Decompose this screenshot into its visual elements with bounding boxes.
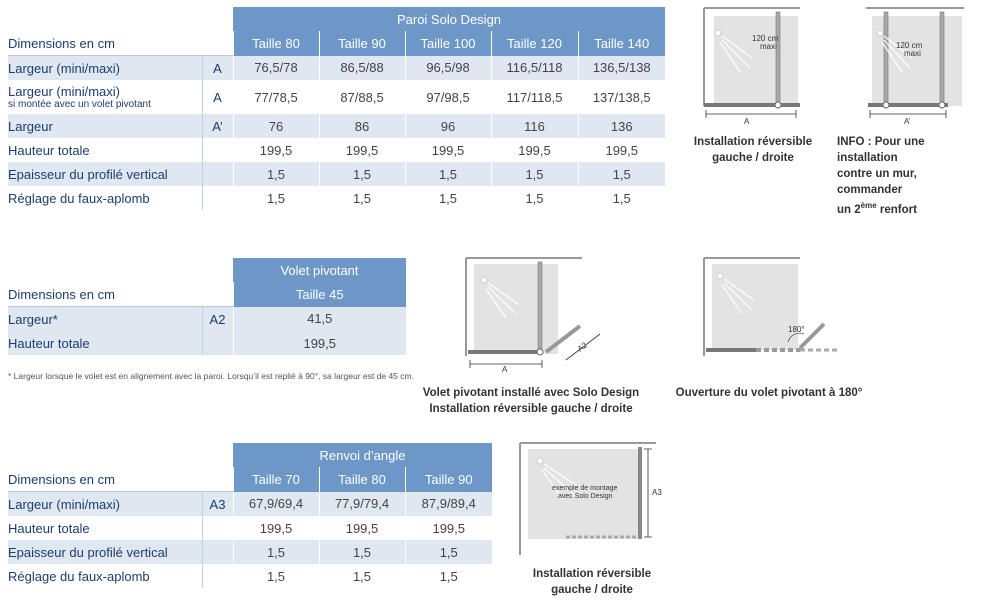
- cell-value: 1,5: [578, 162, 665, 186]
- diag3-dim-a: A: [502, 365, 508, 374]
- cell-value: 1,5: [233, 564, 319, 588]
- cell-value: 116,5/118: [491, 56, 578, 81]
- row-code: [202, 516, 233, 540]
- size-header: Taille 80: [319, 467, 405, 492]
- cell-value: 199,5: [405, 516, 492, 540]
- cell-value: 137/138,5: [578, 80, 665, 114]
- caption-line: Installation réversible: [532, 568, 652, 580]
- table3-banner: Renvoi d’angle: [233, 443, 492, 467]
- caption-superscript: ème: [860, 201, 877, 210]
- footnote: * Largeur lorsque le volet est en alignement avec la paroi. Lorsqu’il est replié à 90°, sa largeur est de 45 cm.: [8, 371, 414, 381]
- row-label-sub: si montée avec un volet pivotant: [8, 98, 151, 110]
- table-row: [8, 56, 665, 81]
- cell-value: 77,9/79,4: [319, 492, 405, 517]
- size-header: Taille 100: [405, 31, 491, 56]
- cell-value: 1,5: [405, 540, 492, 564]
- cell-value: 1,5: [578, 186, 665, 210]
- caption-text: renfort: [876, 203, 917, 216]
- cell-value: 199,5: [233, 138, 319, 162]
- row-label: Largeur*: [8, 307, 202, 332]
- shower-diagram: [700, 6, 810, 126]
- cell-value: 199,5: [233, 516, 319, 540]
- row-label-main: Largeur (mini/maxi): [8, 83, 120, 99]
- size-header: Taille 140: [578, 31, 665, 56]
- paroi-solo-design-table: [8, 7, 665, 210]
- diag1-label-top: 120 cm: [752, 34, 779, 43]
- table2-dimensions-label: Dimensions en cm: [8, 282, 233, 307]
- caption-line: Installation réversible gauche / droite: [429, 403, 633, 415]
- caption-installation-reversible: [690, 134, 816, 166]
- row-label: Largeur: [8, 114, 202, 138]
- cell-value: 1,5: [233, 162, 319, 186]
- row-code: A2: [202, 307, 233, 332]
- diagram-renvoi-angle: [516, 441, 672, 559]
- row-label: Epaisseur du profilé vertical: [8, 162, 202, 186]
- cell-value: 199,5: [233, 331, 406, 355]
- caption-renvoi-angle: [520, 566, 664, 598]
- table1-banner: Paroi Solo Design: [233, 7, 665, 31]
- table-row: [8, 564, 492, 588]
- cell-value: 199,5: [578, 138, 665, 162]
- caption-line: INFO : Pour une installation: [837, 136, 925, 164]
- size-header: Taille 80: [233, 31, 319, 56]
- row-code: [202, 162, 233, 186]
- row-label: Largeur (mini/maxi): [8, 56, 202, 81]
- cell-value: 67,9/69,4: [233, 492, 319, 517]
- size-header: Taille 120: [491, 31, 578, 56]
- caption-line: [837, 198, 985, 218]
- size-header: Taille 90: [319, 31, 405, 56]
- row-label: Réglage du faux-aplomb: [8, 568, 150, 584]
- diag1-label-bot: maxi: [760, 42, 777, 51]
- cell-value: 1,5: [405, 162, 491, 186]
- row-label: Hauteur totale: [8, 331, 202, 355]
- table-row: [8, 162, 665, 186]
- cell-value: 1,5: [233, 540, 319, 564]
- row-label: Réglage du faux-aplomb: [8, 190, 150, 206]
- table2-banner: Volet pivotant: [233, 258, 406, 282]
- shower-diagram: [516, 441, 672, 559]
- table-row: [8, 114, 665, 138]
- cell-value: 199,5: [319, 516, 405, 540]
- diag5-note-1: exemple de montage: [552, 485, 618, 492]
- diagram-info-renfort: [860, 6, 970, 126]
- diag5-dim: A3: [652, 488, 662, 497]
- shower-diagram: [700, 256, 840, 366]
- row-code: A: [202, 56, 233, 81]
- row-label: Hauteur totale: [8, 142, 90, 158]
- row-label: [8, 80, 202, 114]
- table-row: [8, 492, 492, 517]
- row-code: A3: [202, 492, 233, 517]
- table-row: [8, 138, 665, 162]
- row-label: Epaisseur du profilé vertical: [8, 540, 202, 564]
- table-row: [8, 516, 492, 540]
- table-row: [8, 80, 665, 114]
- size-header: Taille 70: [233, 467, 319, 492]
- cell-value: 87/88,5: [319, 80, 405, 114]
- cell-value: 199,5: [491, 138, 578, 162]
- row-code: [202, 540, 233, 564]
- shower-diagram: [462, 256, 612, 376]
- cell-value: 76: [233, 114, 319, 138]
- size-header: Taille 90: [405, 467, 492, 492]
- diag4-angle: 180°: [788, 325, 805, 334]
- table1-dimensions-label: Dimensions en cm: [8, 31, 233, 56]
- row-code: A’: [202, 114, 233, 138]
- diagram-volet-pivotant: [462, 256, 612, 376]
- table3-dimensions-label: Dimensions en cm: [8, 467, 233, 492]
- size-header: Taille 45: [233, 282, 406, 307]
- row-label: Largeur (mini/maxi): [8, 492, 202, 517]
- caption-volet-pivotant: [420, 385, 642, 417]
- cell-value: 97/98,5: [405, 80, 491, 114]
- diag5-note-2: avec Solo Design: [558, 493, 613, 500]
- row-code: A: [202, 80, 233, 114]
- caption-line: contre un mur, commander: [837, 168, 917, 196]
- cell-value: 1,5: [319, 564, 405, 588]
- diag3-dim-a2: A2: [575, 340, 589, 354]
- cell-value: 77/78,5: [233, 80, 319, 114]
- volet-pivotant-table: [8, 258, 406, 355]
- caption-line: gauche / droite: [712, 152, 794, 164]
- row-code: [202, 564, 233, 588]
- cell-value: 96,5/98: [405, 56, 491, 81]
- cell-value: 199,5: [405, 138, 491, 162]
- cell-value: 1,5: [405, 564, 492, 588]
- diagram-installation-reversible: [700, 6, 810, 126]
- cell-value: 117/118,5: [491, 80, 578, 114]
- caption-info-renfort: [837, 134, 985, 218]
- cell-value: 41,5: [233, 307, 406, 332]
- cell-value: 1,5: [491, 186, 578, 210]
- row-code: [202, 186, 233, 210]
- caption-line: gauche / droite: [551, 584, 633, 596]
- caption-ouverture-180: [674, 385, 864, 401]
- diag1-dim: A: [744, 117, 750, 126]
- table-row: [8, 307, 406, 332]
- cell-value: 1,5: [491, 162, 578, 186]
- table-row: [8, 331, 406, 355]
- cell-value: 1,5: [233, 186, 319, 210]
- shower-diagram: [860, 6, 970, 126]
- caption-line: Ouverture du volet pivotant à 180°: [675, 387, 863, 399]
- table-row: [8, 540, 492, 564]
- cell-value: 1,5: [319, 162, 405, 186]
- row-label: Hauteur totale: [8, 520, 90, 536]
- caption-line: Volet pivotant installé avec Solo Design: [422, 387, 640, 399]
- cell-value: 1,5: [405, 186, 491, 210]
- cell-value: 136,5/138: [578, 56, 665, 81]
- caption-text: un 2: [837, 203, 861, 216]
- cell-value: 86,5/88: [319, 56, 405, 81]
- cell-value: 87,9/89,4: [405, 492, 492, 517]
- diag2-label-top: 120 cm: [896, 41, 923, 50]
- cell-value: 1,5: [319, 540, 405, 564]
- table-row: [8, 186, 665, 210]
- diagram-ouverture-180: [700, 256, 840, 366]
- cell-value: 136: [578, 114, 665, 138]
- renvoi-angle-table: [8, 443, 492, 588]
- cell-value: 199,5: [319, 138, 405, 162]
- diag2-dim: A’: [904, 117, 911, 126]
- cell-value: 116: [491, 114, 578, 138]
- cell-value: 86: [319, 114, 405, 138]
- row-code: [202, 331, 233, 355]
- caption-line: Installation réversible: [693, 136, 813, 148]
- cell-value: 96: [405, 114, 491, 138]
- cell-value: 76,5/78: [233, 56, 319, 81]
- cell-value: 1,5: [319, 186, 405, 210]
- diag2-label-bot: maxi: [904, 49, 921, 58]
- row-code: [202, 138, 233, 162]
